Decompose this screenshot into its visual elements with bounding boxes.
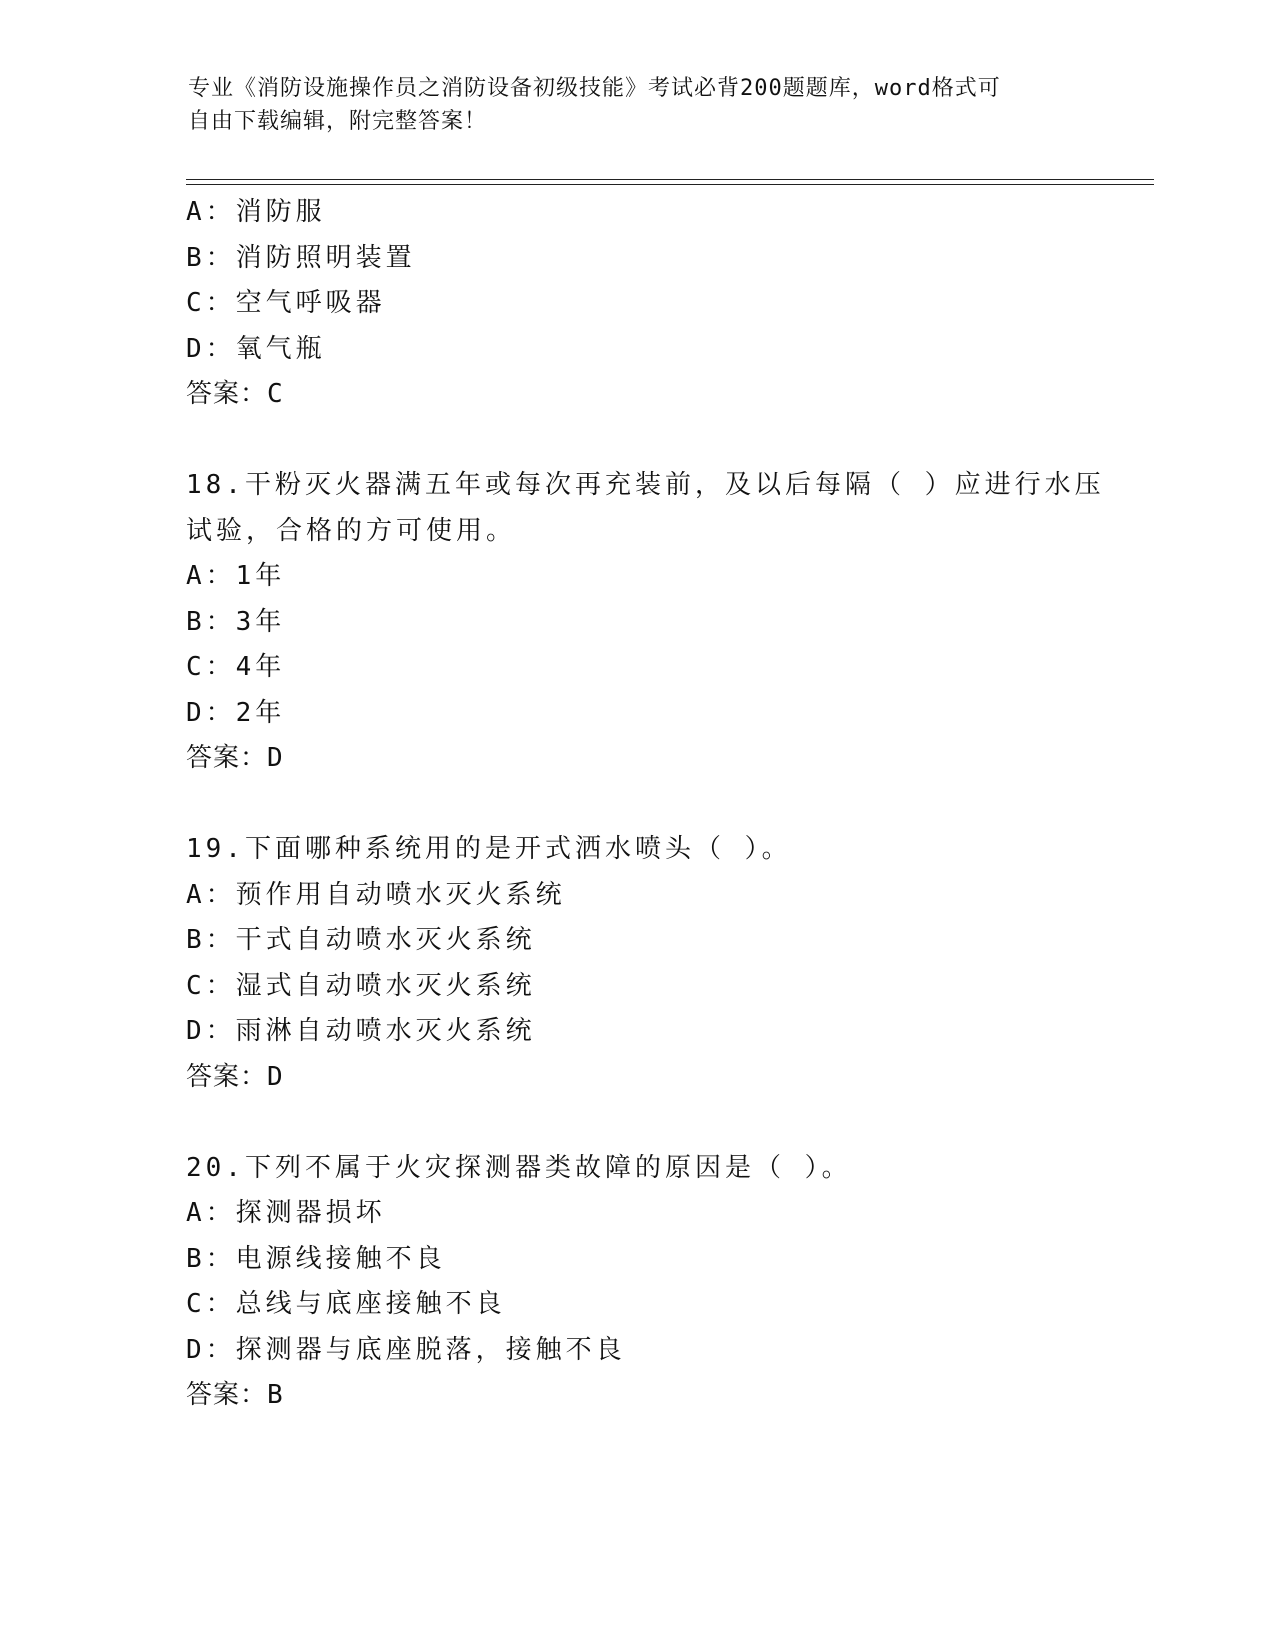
option-a: A：消防服	[186, 197, 326, 227]
spacer	[186, 1100, 1146, 1146]
option-b: B：电源线接触不良	[186, 1243, 446, 1274]
answer-line: 答案：D	[186, 743, 284, 773]
answer-line: 答案：D	[186, 1061, 284, 1092]
header-divider-bottom	[186, 184, 1154, 185]
question-stem: 20.下列不属于火灾探测器类故障的原因是（ ）。	[186, 1152, 852, 1183]
option-c: C：湿式自动喷水灭火系统	[186, 970, 536, 1001]
header-line-2: 自由下载编辑，附完整答案！	[188, 109, 488, 134]
option-a: A：预作用自动喷水灭火系统	[186, 879, 566, 910]
question-20	[186, 1146, 1146, 1419]
option-a: A：1年	[186, 561, 286, 591]
option-d: D：雨淋自动喷水灭火系统	[186, 1016, 536, 1046]
option-b: B：3年	[186, 606, 286, 637]
answer-line: 答案：B	[186, 1380, 284, 1410]
spacer	[186, 782, 1146, 828]
option-c: C：4年	[186, 652, 286, 682]
header-line-1: 专业《消防设施操作员之消防设备初级技能》考试必背200题题库，word格式可	[188, 76, 1001, 101]
answer-line: 答案：C	[186, 379, 284, 409]
option-b: B：干式自动喷水灭火系统	[186, 925, 536, 955]
option-c: C：空气呼吸器	[186, 288, 386, 318]
header-divider-top	[186, 179, 1154, 180]
option-a: A：探测器损坏	[186, 1198, 386, 1228]
question-17	[186, 190, 1146, 418]
question-list	[186, 190, 1146, 1419]
question-stem: 18.干粉灭火器满五年或每次再充装前，及以后每隔（ ）应进行水压	[186, 470, 1105, 500]
spacer	[186, 418, 1146, 464]
question-stem: 19.下面哪种系统用的是开式洒水喷头（ ）。	[186, 834, 792, 864]
option-d: D：探测器与底座脱落，接触不良	[186, 1334, 626, 1365]
option-d: D：氧气瓶	[186, 333, 326, 364]
document-header	[188, 72, 1088, 138]
option-d: D：2年	[186, 697, 286, 728]
option-b: B：消防照明装置	[186, 242, 416, 273]
question-19	[186, 827, 1146, 1100]
question-stem-continued: 试验，合格的方可使用。	[186, 515, 517, 546]
question-18	[186, 463, 1146, 782]
option-c: C：总线与底座接触不良	[186, 1289, 506, 1319]
